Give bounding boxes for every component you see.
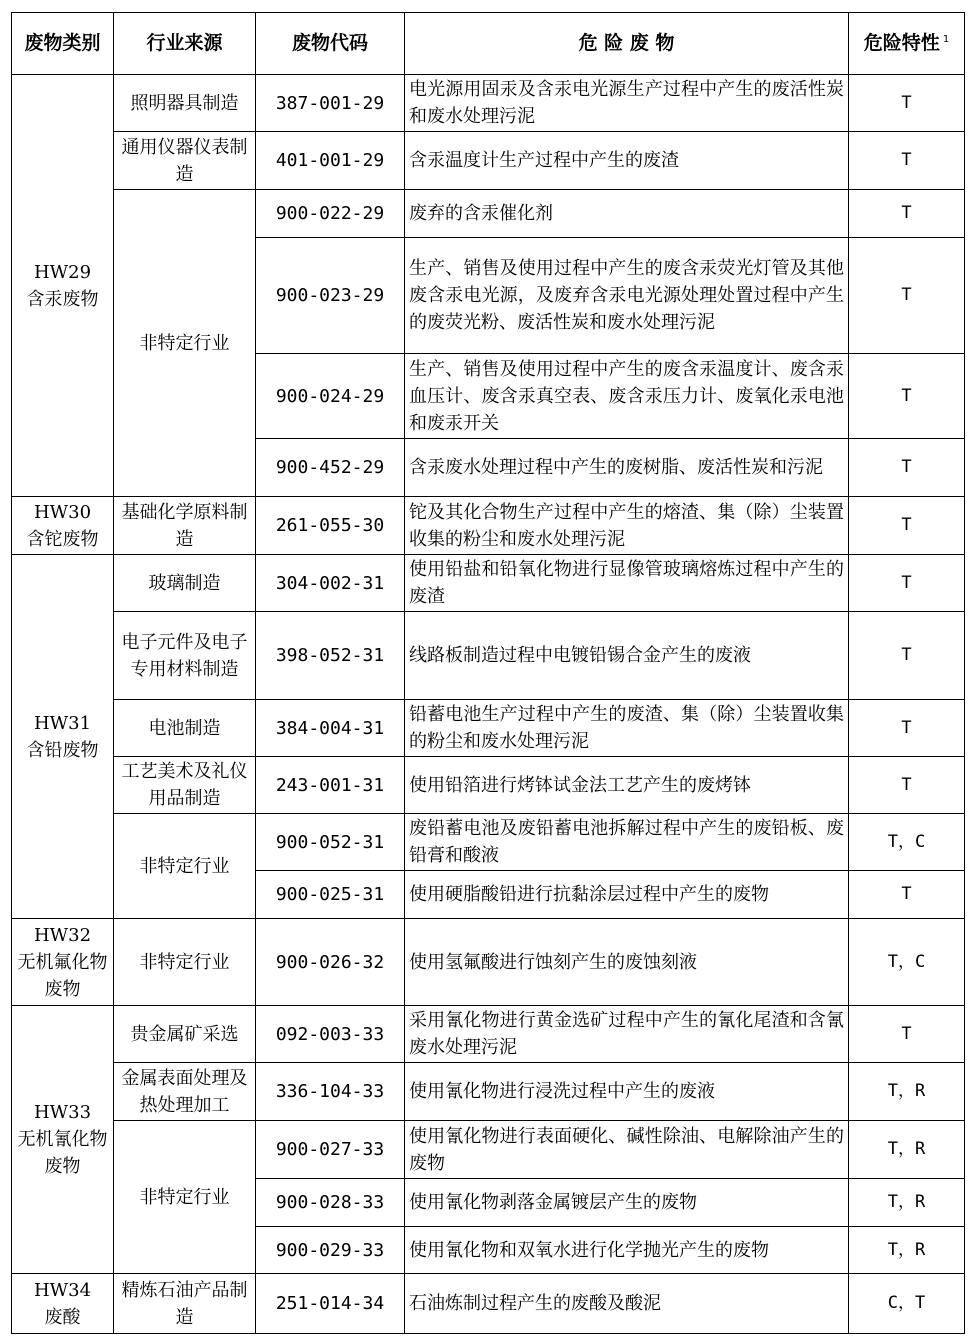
hazard-characteristic-cell: C，T	[849, 1274, 965, 1334]
industry-cell: 工艺美术及礼仪用品制造	[114, 757, 256, 814]
industry-cell: 非特定行业	[114, 190, 256, 497]
category-name: 含铅废物	[26, 739, 99, 761]
table-row	[12, 555, 965, 612]
waste-code-cell: 900-023-29	[256, 238, 405, 354]
table-row	[12, 919, 965, 1006]
table-row	[12, 700, 965, 757]
category-cell	[12, 1274, 114, 1334]
header-row	[12, 13, 965, 75]
waste-description-cell: 使用氰化物和双氧水进行化学抛光产生的废物	[405, 1227, 849, 1274]
category-code: HW34	[33, 1279, 92, 1301]
waste-description-cell: 含汞温度计生产过程中产生的废渣	[405, 132, 849, 190]
waste-description-cell: 废弃的含汞催化剂	[405, 190, 849, 238]
category-name: 含铊废物	[26, 528, 99, 550]
category-code: HW31	[33, 712, 92, 734]
waste-code-cell: 900-027-33	[256, 1121, 405, 1179]
header-industry: 行业来源	[114, 13, 256, 75]
table-body	[12, 75, 965, 1334]
waste-description-cell: 铊及其化合物生产过程中产生的熔渣、集（除）尘装置收集的粉尘和废水处理污泥	[405, 497, 849, 555]
waste-description-cell: 使用铅盐和铅氧化物进行显像管玻璃熔炼过程中产生的废渣	[405, 555, 849, 612]
waste-code-cell: 384-004-31	[256, 700, 405, 757]
category-code: HW29	[33, 261, 92, 283]
category-cell	[12, 497, 114, 555]
waste-code-cell: 092-003-33	[256, 1006, 405, 1063]
waste-code-cell: 401-001-29	[256, 132, 405, 190]
industry-cell: 精炼石油产品制造	[114, 1274, 256, 1334]
hazard-characteristic-cell: T	[849, 612, 965, 700]
waste-code-cell: 900-026-32	[256, 919, 405, 1006]
hazard-characteristic-cell: T，C	[849, 814, 965, 871]
category-cell	[12, 919, 114, 1006]
table-row	[12, 190, 965, 238]
hazard-characteristic-cell: T，R	[849, 1179, 965, 1227]
hazard-characteristic-cell: T	[849, 700, 965, 757]
hazard-characteristic-cell: T	[849, 190, 965, 238]
hazard-characteristic-cell: T	[849, 497, 965, 555]
waste-description-cell: 使用铅箔进行烤钵试金法工艺产生的废烤钵	[405, 757, 849, 814]
industry-cell: 非特定行业	[114, 814, 256, 919]
waste-code-cell: 900-029-33	[256, 1227, 405, 1274]
table-row	[12, 1121, 965, 1179]
waste-code-cell: 336-104-33	[256, 1063, 405, 1121]
waste-code-cell: 243-001-31	[256, 757, 405, 814]
industry-cell: 非特定行业	[114, 919, 256, 1006]
table-row	[12, 1006, 965, 1063]
waste-description-cell: 使用氰化物剥落金属镀层产生的废物	[405, 1179, 849, 1227]
category-name: 废酸	[44, 1306, 81, 1328]
table-row	[12, 132, 965, 190]
waste-code-cell: 900-028-33	[256, 1179, 405, 1227]
waste-code-cell: 261-055-30	[256, 497, 405, 555]
waste-code-cell: 251-014-34	[256, 1274, 405, 1334]
header-waste: 危 险 废 物	[405, 13, 849, 75]
hazard-characteristic-cell: T，R	[849, 1121, 965, 1179]
waste-code-cell: 900-052-31	[256, 814, 405, 871]
waste-code-cell: 387-001-29	[256, 75, 405, 132]
category-code: HW30	[33, 501, 92, 523]
table-row	[12, 757, 965, 814]
hazard-characteristic-cell: T	[849, 132, 965, 190]
hazard-characteristic-cell: T	[849, 1006, 965, 1063]
footnote-marker: 1	[942, 34, 950, 45]
industry-cell: 金属表面处理及热处理加工	[114, 1063, 256, 1121]
waste-description-cell: 电光源用固汞及含汞电光源生产过程中产生的废活性炭和废水处理污泥	[405, 75, 849, 132]
hazard-characteristic-cell: T，C	[849, 919, 965, 1006]
waste-description-cell: 石油炼制过程产生的废酸及酸泥	[405, 1274, 849, 1334]
waste-description-cell: 生产、销售及使用过程中产生的废含汞荧光灯管及其他废含汞电光源，及废弃含汞电光源处理处置过程中产生的废荧光粉、废活性炭和废水处理污泥	[405, 238, 849, 354]
waste-code-cell: 900-024-29	[256, 354, 405, 439]
waste-code-cell: 900-025-31	[256, 871, 405, 919]
category-code: HW33	[33, 1102, 92, 1123]
industry-cell: 贵金属矿采选	[114, 1006, 256, 1063]
hazard-characteristic-cell: T	[849, 439, 965, 497]
hazard-characteristic-cell: T，R	[849, 1227, 965, 1274]
category-cell	[12, 555, 114, 919]
header-category: 废物类别	[12, 13, 114, 75]
table-row	[12, 497, 965, 555]
waste-description-cell: 废铅蓄电池及废铅蓄电池拆解过程中产生的废铅板、废铅膏和酸液	[405, 814, 849, 871]
waste-description-cell: 含汞废水处理过程中产生的废树脂、废活性炭和污泥	[405, 439, 849, 497]
industry-cell: 电子元件及电子专用材料制造	[114, 612, 256, 700]
hazard-characteristic-cell: T，R	[849, 1063, 965, 1121]
industry-cell: 玻璃制造	[114, 555, 256, 612]
hazardous-waste-table	[11, 12, 965, 1334]
category-name: 含汞废物	[26, 288, 99, 310]
category-cell	[12, 75, 114, 497]
waste-description-cell: 生产、销售及使用过程中产生的废含汞温度计、废含汞血压计、废含汞真空表、废含汞压力计、废氧化汞电池和废汞开关	[405, 354, 849, 439]
waste-description-cell: 采用氰化物进行黄金选矿过程中产生的氰化尾渣和含氰废水处理污泥	[405, 1006, 849, 1063]
hazard-characteristic-cell: T	[849, 354, 965, 439]
header-code: 废物代码	[256, 13, 405, 75]
waste-description-cell: 铅蓄电池生产过程中产生的废渣、集（除）尘装置收集的粉尘和废水处理污泥	[405, 700, 849, 757]
waste-code-cell: 398-052-31	[256, 612, 405, 700]
industry-cell: 非特定行业	[114, 1121, 256, 1274]
hazard-characteristic-cell: T	[849, 757, 965, 814]
waste-code-cell: 304-002-31	[256, 555, 405, 612]
table-row	[12, 1063, 965, 1121]
waste-description-cell: 线路板制造过程中电镀铅锡合金产生的废液	[405, 612, 849, 700]
category-code: HW32	[33, 924, 92, 946]
waste-description-cell: 使用氰化物进行表面硬化、碱性除油、电解除油产生的废物	[405, 1121, 849, 1179]
header-characteristic-label: 危险特性	[863, 32, 940, 54]
table-row	[12, 1274, 965, 1334]
category-name: 无机氰化物废物	[17, 1129, 108, 1177]
industry-cell: 电池制造	[114, 700, 256, 757]
hazard-characteristic-cell: T	[849, 871, 965, 919]
hazard-characteristic-cell: T	[849, 75, 965, 132]
industry-cell: 基础化学原料制造	[114, 497, 256, 555]
waste-code-cell: 900-022-29	[256, 190, 405, 238]
category-name: 无机氟化物废物	[17, 951, 108, 1000]
hazard-characteristic-cell: T	[849, 238, 965, 354]
waste-description-cell: 使用硬脂酸铅进行抗黏涂层过程中产生的废物	[405, 871, 849, 919]
hazard-characteristic-cell: T	[849, 555, 965, 612]
industry-cell: 通用仪器仪表制造	[114, 132, 256, 190]
table-row	[12, 814, 965, 871]
hazardous-waste-table-container	[11, 12, 965, 1334]
category-cell	[12, 1006, 114, 1274]
table-row	[12, 75, 965, 132]
industry-cell: 照明器具制造	[114, 75, 256, 132]
table-row	[12, 612, 965, 700]
waste-code-cell: 900-452-29	[256, 439, 405, 497]
waste-description-cell: 使用氢氟酸进行蚀刻产生的废蚀刻液	[405, 919, 849, 1006]
waste-description-cell: 使用氰化物进行浸洗过程中产生的废液	[405, 1063, 849, 1121]
header-characteristic	[849, 13, 965, 75]
